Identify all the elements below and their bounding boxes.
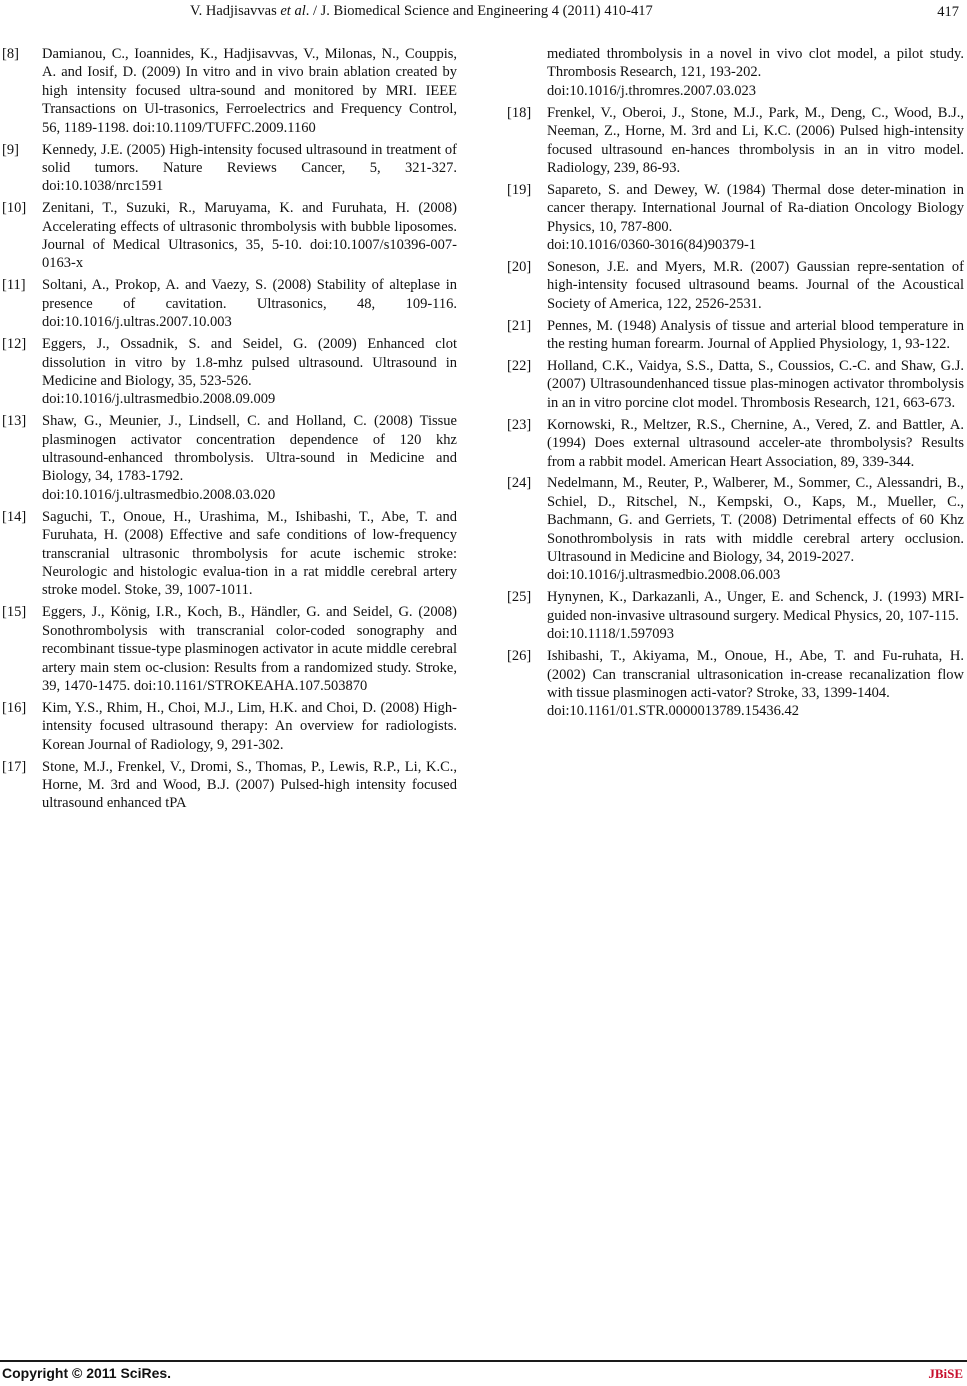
reference-citation: Damianou, C., Ioannides, K., Hadjisavvas, V., Milonas, N., Couppis, A. and Iosif, D. (2009) In vitro and in vivo brain ablation created by high intensity focused ultra-sound and monitored by MRI. IEEE Transactions on Ul-trasonics, Ferroelectrics and Frequency Control, 56, 1189-1198. doi:10.1109/TUFFC.2009.1160 (42, 46, 457, 136)
reference-entry (507, 104, 964, 178)
reference-number: [9] (2, 141, 19, 158)
reference-number: [18] (507, 104, 532, 121)
reference-number: [12] (2, 336, 27, 353)
reference-doi: doi:10.1016/j.thromres.2007.03.023 (547, 82, 757, 99)
page-number: 417 (937, 4, 959, 20)
page-footer (0, 1360, 967, 1382)
reference-text (547, 258, 964, 313)
reference-text (42, 603, 457, 695)
reference-citation: Holland, C.K., Vaidya, S.S., Datta, S., Coussios, C.-C. and Shaw, G.J. (2007) Ultrasoundenhanced tissue plas-minogen activator thrombolysis in an in vitro porcine clot model. Thrombosis Research, 121, 663-673. (547, 358, 964, 411)
reference-entry (507, 357, 964, 412)
reference-doi: doi:10.1016/j.ultrasmedbio.2008.09.009 (42, 391, 276, 408)
reference-text (547, 357, 964, 412)
reference-number: [13] (2, 413, 27, 430)
reference-number: [17] (2, 758, 27, 775)
reference-entry (2, 603, 457, 695)
reference-entry (507, 181, 964, 255)
reference-entry (2, 199, 457, 273)
references-right-column (507, 45, 964, 724)
reference-entry (2, 141, 457, 196)
reference-text (547, 104, 964, 178)
reference-number: [25] (507, 589, 532, 606)
journal-abbreviation: JBiSE (928, 1366, 963, 1381)
reference-doi: doi:10.1016/j.ultrasmedbio.2008.03.020 (42, 486, 276, 503)
running-title-authors: V. Hadjisavvas (190, 3, 281, 19)
copyright-notice: Copyright © 2011 SciRes. (2, 1365, 172, 1381)
reference-text (42, 412, 457, 504)
reference-citation: Frenkel, V., Oberoi, J., Stone, M.J., Park, M., Deng, C., Wood, B.J., Neeman, Z., Horne, M. 3rd and Li, K.C. (2006) Pulsed high-intensity focused ultrasound en-hances thrombolysis in an in vitro model. Radiology, 239, 86-93. (547, 104, 964, 176)
reference-entry (507, 317, 964, 354)
reference-citation: Sapareto, S. and Dewey, W. (1984) Thermal dose deter-mination in cancer therapy. International Journal of Ra-diation Oncology Biology Physics, 10, 787-800. (547, 181, 964, 235)
reference-entry (2, 508, 457, 600)
reference-text (42, 45, 457, 137)
reference-citation: Kornowski, R., Meltzer, R.S., Chernine, A., Vered, Z. and Battler, A. (1994) Does external ultrasound acceler-ate thrombolysis? Results from a rabbit model. American Heart Association, 89, 339-344. (547, 416, 964, 470)
references-left-column (2, 45, 457, 816)
reference-citation: Ishibashi, T., Akiyama, M., Onoue, H., Abe, T. and Fu-ruhata, H. (2002) Can transcranial ultrasonication in-crease recanalization flow with tissue plasminogen acti-vator? Stroke, 33, 1399-1404. (547, 648, 964, 701)
reference-entry (507, 45, 964, 100)
reference-text (42, 508, 457, 600)
reference-citation: Zenitani, T., Suzuki, R., Maruyama, K. and Furuhata, H. (2008) Accelerating effects of ultrasonic thrombolysis with bubble liposomes. Journal of Medical Ultrasonics, 35, 5-10. doi:10.1007/s10396-007-0163-x (42, 200, 457, 272)
reference-citation: mediated thrombolysis in a novel in vivo clot model, a pilot study. Thrombosis Research, 121, 193-202. (547, 46, 964, 81)
reference-citation: Pennes, M. (1948) Analysis of tissue and arterial blood temperature in the resting human forearm. Journal of Applied Physiology, 1, 93-122. (547, 317, 964, 353)
reference-entry (2, 412, 457, 504)
reference-text (42, 699, 457, 754)
running-title-etal: et al (280, 3, 306, 19)
reference-citation: Stone, M.J., Frenkel, V., Dromi, S., Thomas, P., Lewis, R.P., Li, K.C., Horne, M. 3rd and Wood, B.J. (2007) Pulsed-high intensity focused ultrasound enhanced tPA (42, 758, 457, 812)
reference-number (507, 45, 547, 100)
reference-citation: Eggers, J., Ossadnik, S. and Seidel, G. (2009) Enhanced clot dissolution in vitro by 1.8-mhz pulsed ultrasound. Ultrasound in Medicine and Biology, 35, 523-526. (42, 336, 457, 389)
reference-text (42, 141, 457, 196)
reference-number: [10] (2, 200, 27, 217)
reference-citation: Kim, Y.S., Rhim, H., Choi, M.J., Lim, H.K. and Choi, D. (2008) High-intensity focused ultrasound therapy: An overview for radiologists. Korean Journal of Radiology, 9, 291-302. (42, 699, 457, 753)
reference-citation: Kennedy, J.E. (2005) High-intensity focused ultrasound in treatment of solid tumors. Nature Reviews Cancer, 5, 321-327. doi:10.1038/nrc1591 (42, 141, 457, 195)
reference-text (547, 647, 964, 721)
reference-number: [8] (2, 46, 19, 62)
running-title-journal: . / J. Biomedical Science and Engineering 4 (2011) 410-417 (305, 3, 653, 19)
reference-text (42, 335, 457, 409)
reference-number: [21] (507, 317, 532, 334)
reference-citation: Soneson, J.E. and Myers, M.R. (2007) Gaussian repre-sentation of high-intensity focused ultrasound beams. Journal of the Acoustical Society of America, 122, 2526-2531. (547, 258, 964, 312)
reference-text (547, 317, 964, 354)
reference-number: [15] (2, 604, 27, 621)
reference-text (547, 474, 964, 584)
reference-text (547, 181, 964, 255)
reference-number: [23] (507, 416, 532, 433)
reference-entry (2, 758, 457, 813)
reference-entry (507, 416, 964, 471)
reference-citation: Eggers, J., König, I.R., Koch, B., Händler, G. and Seidel, G. (2008) Sonothrombolysis with transcranial color-coded sonography and recombinant tissue-type plasminogen activator in acute middle cerebral artery main stem oc-clusion: Results from a randomized study. Stroke, 39, 1470-1475. doi:10.1161/STROKEAHA.107.503870 (42, 604, 457, 694)
reference-entry (507, 588, 964, 643)
reference-number: [26] (507, 648, 532, 665)
reference-doi: doi:10.1118/1.597093 (547, 626, 675, 643)
reference-text (547, 588, 964, 643)
running-header (0, 0, 967, 20)
reference-number: [14] (2, 508, 27, 525)
reference-text (547, 416, 964, 471)
running-title (190, 1, 653, 21)
reference-doi: doi:10.1016/0360-3016(84)90379-1 (547, 237, 757, 254)
reference-citation: Soltani, A., Prokop, A. and Vaezy, S. (2008) Stability of alteplase in presence of cavitation. Ultrasonics, 48, 109-116. doi:10.1016/j.ultras.2007.10.003 (42, 277, 457, 331)
reference-number: [22] (507, 358, 532, 374)
reference-number: [11] (2, 277, 26, 294)
reference-entry (507, 258, 964, 313)
reference-citation: Shaw, G., Meunier, J., Lindsell, C. and Holland, C. (2008) Tissue plasminogen activator concentration dependence of 120 khz ultrasound-enhanced thrombolysis. Ultra-sound in Medicine and Biology, 34, 1783-1792. (42, 413, 457, 485)
reference-number: [16] (2, 699, 27, 716)
reference-entry (507, 474, 964, 584)
reference-citation: Saguchi, T., Onoue, H., Urashima, M., Ishibashi, T., Abe, T. and Furuhata, H. (2008) Effective and safe conditions of low-frequency transcranial ultrasonic thrombolysis for acute ischemic stroke: Neurologic and histologic evalua-tion in a rat middle cerebral artery stroke model. Stoke, 39, 1007-1011. (42, 508, 457, 599)
reference-number: [19] (507, 181, 532, 198)
reference-doi: doi:10.1161/01.STR.0000013789.15436.42 (547, 703, 800, 720)
reference-number: [24] (507, 475, 532, 492)
reference-text (547, 45, 964, 100)
reference-citation: Hynynen, K., Darkazanli, A., Unger, E. and Schenck, J. (1993) MRI-guided non-invasive ultrasound surgery. Medical Physics, 20, 107-115. (547, 589, 964, 624)
reference-citation: Nedelmann, M., Reuter, P., Walberer, M., Sommer, C., Alessandri, B., Schiel, D., Ritschel, N., Kempski, O., Kaps, M., Mueller, C., Bachmann, G. and Gerriets, T. (2008) Detrimental effects of 60 Khz Sonothrombolysis in rats with middle cerebral artery occlusion. Ultrasound in Medicine and Biology, 34, 2019-2027. (547, 475, 964, 566)
reference-text (42, 199, 457, 273)
reference-entry (2, 276, 457, 331)
reference-text (42, 276, 457, 331)
reference-entry (507, 647, 964, 721)
reference-entry (2, 699, 457, 754)
reference-text (42, 758, 457, 813)
reference-doi: doi:10.1016/j.ultrasmedbio.2008.06.003 (547, 567, 781, 584)
reference-entry (2, 335, 457, 409)
reference-entry (2, 45, 457, 137)
reference-number: [20] (507, 258, 532, 275)
